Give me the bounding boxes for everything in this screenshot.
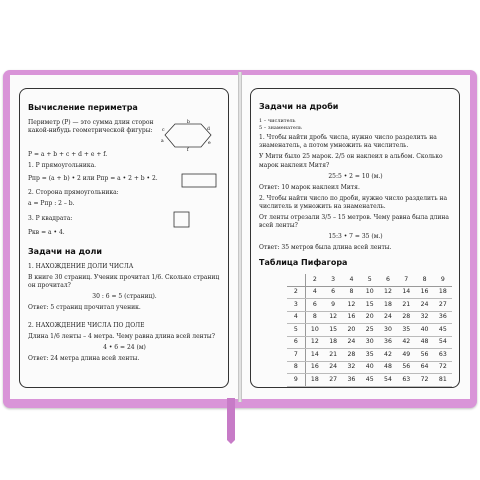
row-header-cell: 3 [287, 299, 305, 312]
answer-1: Ответ: 10 марок наклеил Митя. [259, 183, 360, 191]
row-header-cell: 2 [287, 286, 305, 299]
row-header-cell: 5 [287, 324, 305, 337]
hex-label-d: d [207, 126, 210, 132]
hex-label-b: b [187, 119, 190, 125]
rule-2: 2. Чтобы найти число по дроби, нужно число разделить на числитель и умножить на знаменатель. [259, 194, 448, 210]
table-cell: 16 [415, 286, 433, 299]
notebook-spine [238, 72, 242, 402]
header-cell: 9 [434, 274, 452, 286]
right-fractions-title: Задачи на дроби [259, 102, 339, 111]
table-body [287, 286, 452, 386]
table-cell: 28 [342, 349, 360, 362]
table-cell: 24 [379, 311, 397, 324]
table-row [287, 374, 452, 387]
table-cell: 27 [434, 299, 452, 312]
table-cell: 16 [305, 361, 324, 374]
square-figure [169, 211, 197, 229]
table-cell: 20 [342, 324, 360, 337]
header-cell: 8 [415, 274, 433, 286]
pythagoras-table [287, 274, 452, 387]
table-cell: 54 [434, 336, 452, 349]
hex-label-f: f [187, 147, 189, 151]
table-cell: 24 [324, 361, 342, 374]
part1-calc: 30 : 6 = 5 (страниц). [92, 293, 157, 301]
table-cell: 63 [434, 349, 452, 362]
table-cell: 21 [324, 349, 342, 362]
table-cell: 49 [397, 349, 415, 362]
task-1: У Мити было 25 марок. 2/5 он наклеил в альбом. Сколько марок наклеил Митя? [259, 153, 443, 169]
legend-numerator: 1 – числитель [259, 117, 296, 124]
table-cell: 72 [415, 374, 433, 387]
row-header-cell: 7 [287, 349, 305, 362]
table-cell: 48 [415, 336, 433, 349]
table-cell: 63 [397, 374, 415, 387]
table-cell: 24 [342, 336, 360, 349]
table-cell: 8 [305, 311, 324, 324]
row-header-cell: 6 [287, 336, 305, 349]
calc-1: 25:5 • 2 = 10 (м.) [328, 172, 383, 180]
table-cell: 25 [361, 324, 379, 337]
header-cell: 3 [324, 274, 342, 286]
square-formula: Pкв = a • 4. [28, 229, 65, 237]
table-cell: 12 [379, 286, 397, 299]
row-header-cell: 9 [287, 374, 305, 387]
table-header-row [287, 274, 452, 286]
table-cell: 10 [305, 324, 324, 337]
table-cell: 10 [361, 286, 379, 299]
table-cell: 12 [324, 311, 342, 324]
table-cell: 6 [305, 299, 324, 312]
table-cell: 24 [415, 299, 433, 312]
right-page [241, 75, 470, 399]
table-cell: 36 [379, 336, 397, 349]
table-cell: 35 [361, 349, 379, 362]
rectangle-heading: 1. P прямоугольника. [28, 161, 97, 169]
hex-label-e: e [208, 140, 211, 146]
rule-1: 1. Чтобы найти дробь числа, нужно число разделить на знаменатель, а потом умножить на числитель. [259, 134, 437, 150]
table-cell: 20 [361, 311, 379, 324]
table-cell: 21 [397, 299, 415, 312]
pythagoras-title: Таблица Пифагора [259, 258, 348, 268]
answer-2: Ответ: 35 метров была длина всей ленты. [259, 244, 392, 252]
part1-answer: Ответ: 5 страниц прочитал ученик. [28, 304, 141, 312]
table-row [287, 336, 452, 349]
header-cell: 7 [397, 274, 415, 286]
table-cell: 54 [379, 374, 397, 387]
task-2: От ленты отрезали 3/5 – 15 метров. Чему равна была длина всей ленты? [259, 214, 449, 230]
table-cell: 72 [434, 361, 452, 374]
table-cell: 18 [434, 286, 452, 299]
hex-label-a: a [161, 138, 164, 144]
table-cell: 18 [324, 336, 342, 349]
part2-calc: 4 • 6 = 24 (м) [103, 343, 146, 351]
table-cell: 42 [379, 349, 397, 362]
table-cell: 48 [379, 361, 397, 374]
table-row [287, 349, 452, 362]
table-cell: 6 [324, 286, 342, 299]
table-row [287, 299, 452, 312]
part1-task: В книге 30 страниц. Ученик прочитал 1/6. Сколько страниц он прочитал? [28, 274, 220, 290]
table-cell: 15 [361, 299, 379, 312]
rectangle-figure [181, 173, 221, 189]
table-cell: 36 [434, 311, 452, 324]
table-cell: 28 [397, 311, 415, 324]
side-heading: 2. Сторона прямоугольника: [28, 188, 119, 196]
table-cell: 8 [342, 286, 360, 299]
row-header-cell: 4 [287, 311, 305, 324]
table-cell: 4 [305, 286, 324, 299]
row-header-cell: 8 [287, 361, 305, 374]
table-cell: 42 [397, 336, 415, 349]
table-cell: 36 [342, 374, 360, 387]
hex-label-c: c [162, 127, 165, 133]
table-row [287, 311, 452, 324]
header-cell: 2 [305, 274, 324, 286]
table-row [287, 286, 452, 299]
table-cell: 35 [397, 324, 415, 337]
left-page [10, 75, 239, 399]
table-cell: 9 [324, 299, 342, 312]
table-cell: 45 [361, 374, 379, 387]
table-cell: 56 [397, 361, 415, 374]
table-cell: 32 [415, 311, 433, 324]
part2-title: 2. НАХОЖДЕНИЕ ЧИСЛА ПО ДОЛЕ [28, 321, 145, 329]
perimeter-formula: P = a + b + c + d + e + f. [28, 150, 108, 158]
table-cell: 18 [379, 299, 397, 312]
rectangle-formula: Pпр = (a + b) • 2 или Pпр = a • 2 + b • 2. [28, 175, 158, 183]
side-formula: a = Pпр : 2 – b. [28, 200, 75, 208]
part1-title: 1. НАХОЖДЕНИЕ ДОЛИ ЧИСЛА [28, 263, 134, 271]
perimeter-title: Вычисление периметра [28, 103, 138, 112]
table-cell: 12 [305, 336, 324, 349]
legend-denominator: 5 – знаменатель [259, 124, 302, 131]
perimeter-definition: Периметр (P) — это сумма длин сторон какой-нибудь геометрической фигуры: [28, 118, 154, 134]
table-cell: 15 [324, 324, 342, 337]
header-cell: 5 [361, 274, 379, 286]
header-cell: 6 [379, 274, 397, 286]
table-row [287, 361, 452, 374]
bookmark-ribbon [227, 398, 235, 440]
table-cell: 30 [379, 324, 397, 337]
table-row [287, 324, 452, 337]
table-cell: 14 [305, 349, 324, 362]
table-cell: 18 [305, 374, 324, 387]
table-cell: 12 [342, 299, 360, 312]
header-cell: 4 [342, 274, 360, 286]
part2-task: Длина 1/6 ленты – 4 метра. Чему равна длина всей ленты? [28, 332, 215, 340]
table-cell: 64 [415, 361, 433, 374]
table-cell: 40 [415, 324, 433, 337]
table-cell: 81 [434, 374, 452, 387]
table-cell: 40 [361, 361, 379, 374]
table-cell: 16 [342, 311, 360, 324]
table-cell: 14 [397, 286, 415, 299]
table-cell: 45 [434, 324, 452, 337]
square-heading: 3. P квадрата: [28, 214, 73, 222]
calc-2: 15:3 • 7 = 35 (м.) [328, 233, 383, 241]
table-cell: 27 [324, 374, 342, 387]
left-page-frame [19, 88, 229, 388]
part2-answer: Ответ: 24 метра длина всей ленты. [28, 354, 140, 362]
right-page-frame [250, 88, 460, 388]
table-cell: 30 [361, 336, 379, 349]
table-cell: 56 [415, 349, 433, 362]
table-cell: 32 [342, 361, 360, 374]
hexagon-figure [161, 119, 221, 151]
fractions-part-title: Задачи на доли [28, 247, 102, 257]
